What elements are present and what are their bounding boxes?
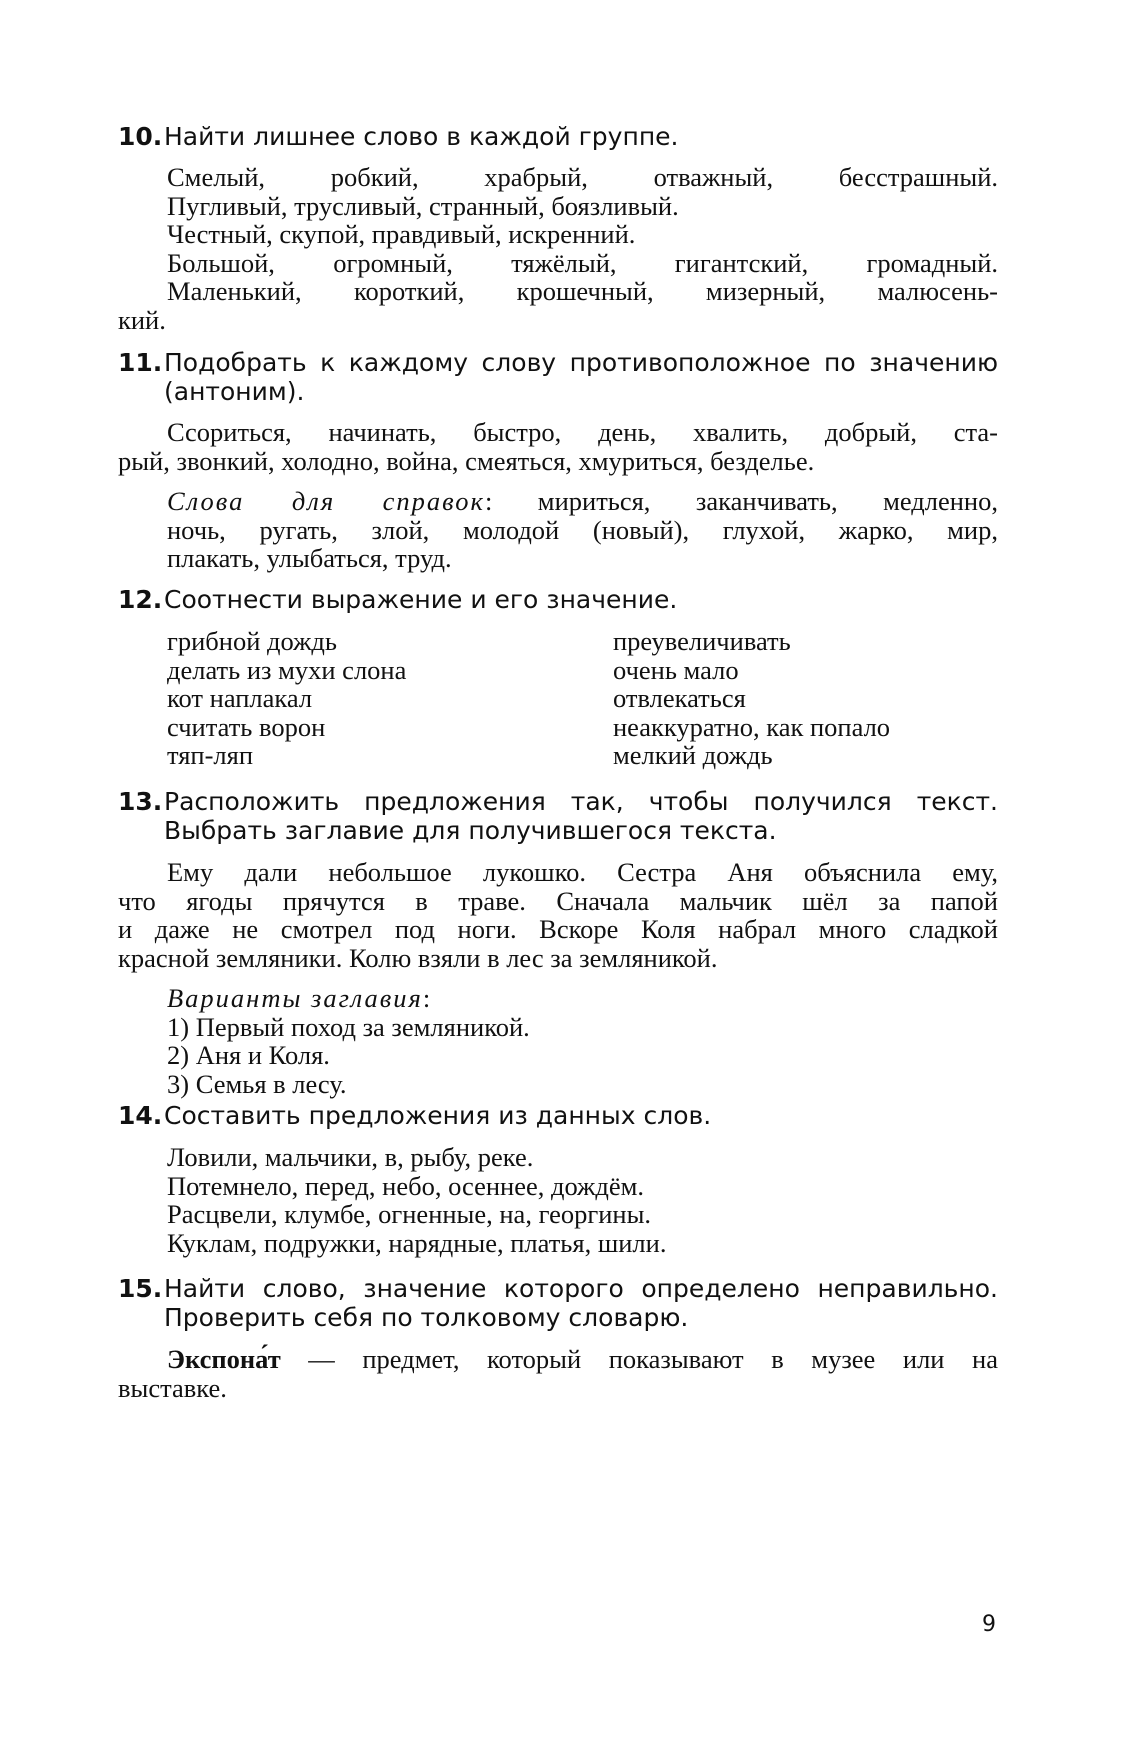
task-heading bbox=[118, 585, 998, 614]
hint-line bbox=[118, 487, 998, 516]
hint-text: : мириться, заканчивать, медленно, bbox=[484, 486, 998, 516]
task-title: Найти слово, значение которого определено неправильно. bbox=[164, 1274, 998, 1303]
task-title: Выбрать заглавие для получившегося текста. bbox=[164, 816, 777, 845]
text-line: Ему дали небольшое лукошко. Сестра Аня объяснила ему, bbox=[167, 857, 998, 887]
variants-colon: : bbox=[422, 983, 431, 1013]
variants-label: Варианты заглавия bbox=[167, 983, 423, 1013]
text-line: красной земляники. Колю взяли в лес за земляникой. bbox=[118, 942, 718, 973]
text-line: Честный, скупой, правдивый, искренний. bbox=[167, 219, 636, 249]
text-line: Маленький, короткий, крошечный, мизерный, малюсень- bbox=[167, 276, 998, 306]
hint-line: плакать, улыбаться, труд. bbox=[167, 543, 452, 573]
task-body bbox=[118, 1143, 998, 1257]
task-heading bbox=[118, 1274, 998, 1332]
task-11 bbox=[118, 348, 998, 573]
task-title: Подобрать к каждому слову противоположное по значению (антоним). bbox=[164, 348, 998, 406]
task-number: 13. bbox=[118, 787, 163, 816]
text-line: рый, звонкий, холодно, война, смеяться, хмуриться, безделье. bbox=[118, 445, 815, 476]
task-title: Составить предложения из данных слов. bbox=[164, 1101, 712, 1130]
meaning: очень мало bbox=[613, 654, 739, 685]
variant: 1) Первый поход за земляникой. bbox=[167, 1011, 530, 1042]
definition-line: выставке. bbox=[118, 1372, 227, 1403]
term: Экспона́т bbox=[167, 1344, 281, 1374]
text-line: что ягоды прячутся в траве. Сначала мальчик шёл за папой bbox=[118, 885, 998, 916]
variants-heading bbox=[118, 984, 998, 1013]
task-number: 12. bbox=[118, 585, 163, 614]
hint-line: ночь, ругать, злой, молодой (новый), глухой, жарко, мир, bbox=[167, 514, 998, 545]
text-line: Пугливый, трусливый, странный, боязливый. bbox=[167, 190, 679, 221]
page-number: 9 bbox=[982, 1612, 996, 1637]
task-number: 15. bbox=[118, 1274, 163, 1303]
task-heading bbox=[118, 122, 998, 151]
task-title: Соотнести выражение и его значение. bbox=[164, 585, 678, 614]
task-body bbox=[118, 163, 998, 334]
definition-line bbox=[118, 1345, 998, 1374]
task-number: 11. bbox=[118, 348, 163, 377]
task-12 bbox=[118, 585, 998, 770]
expression: тяп-ляп bbox=[167, 740, 254, 770]
task-15 bbox=[118, 1274, 998, 1402]
text-line: Потемнело, перед, небо, осеннее, дождём. bbox=[167, 1170, 644, 1201]
task-title: Проверить себя по толковому словарю. bbox=[164, 1303, 689, 1332]
task-10 bbox=[118, 122, 998, 334]
text-line: Расцвели, клумбе, огненные, на, георгины. bbox=[167, 1199, 652, 1229]
expression: грибной дождь bbox=[167, 626, 337, 656]
matching-table bbox=[118, 627, 998, 770]
expression: кот наплакал bbox=[167, 683, 313, 713]
task-13 bbox=[118, 787, 998, 1098]
task-heading bbox=[118, 787, 998, 845]
task-body bbox=[118, 1345, 998, 1402]
text-line: и даже не смотрел под ноги. Вскоре Коля набрал много сладкой bbox=[118, 914, 998, 944]
meaning: отвлекаться bbox=[613, 683, 746, 713]
task-title: Расположить предложения так, чтобы получился текст. bbox=[164, 787, 998, 816]
task-14 bbox=[118, 1101, 998, 1257]
text-line: Ловили, мальчики, в, рыбу, реке. bbox=[167, 1142, 534, 1172]
text-line: кий. bbox=[118, 304, 166, 335]
meaning: преувеличивать bbox=[613, 626, 791, 656]
definition-text: — предмет, который показывают в музее или на bbox=[280, 1344, 998, 1374]
meaning: неаккуратно, как попало bbox=[613, 711, 891, 742]
task-heading bbox=[118, 348, 998, 406]
task-number: 14. bbox=[118, 1101, 163, 1130]
task-body bbox=[118, 858, 998, 1098]
text-line: Куклам, подружки, нарядные, платья, шили. bbox=[167, 1227, 667, 1258]
task-number: 10. bbox=[118, 122, 163, 151]
text-line: Большой, огромный, тяжёлый, гигантский, громадный. bbox=[167, 247, 998, 278]
variant: 2) Аня и Коля. bbox=[167, 1040, 330, 1070]
task-title: Найти лишнее слово в каждой группе. bbox=[164, 122, 679, 151]
hint-label: Слова для справок bbox=[167, 486, 485, 516]
text-line: Ссориться, начинать, быстро, день, хвалить, добрый, ста- bbox=[167, 417, 998, 447]
meaning: мелкий дождь bbox=[613, 740, 773, 770]
expression: считать ворон bbox=[167, 711, 326, 742]
task-heading bbox=[118, 1101, 998, 1130]
task-body bbox=[118, 418, 998, 573]
variant: 3) Семья в лесу. bbox=[167, 1068, 347, 1099]
expression: делать из мухи слона bbox=[167, 654, 407, 685]
text-line: Смелый, робкий, храбрый, отважный, бесстрашный. bbox=[167, 162, 998, 192]
